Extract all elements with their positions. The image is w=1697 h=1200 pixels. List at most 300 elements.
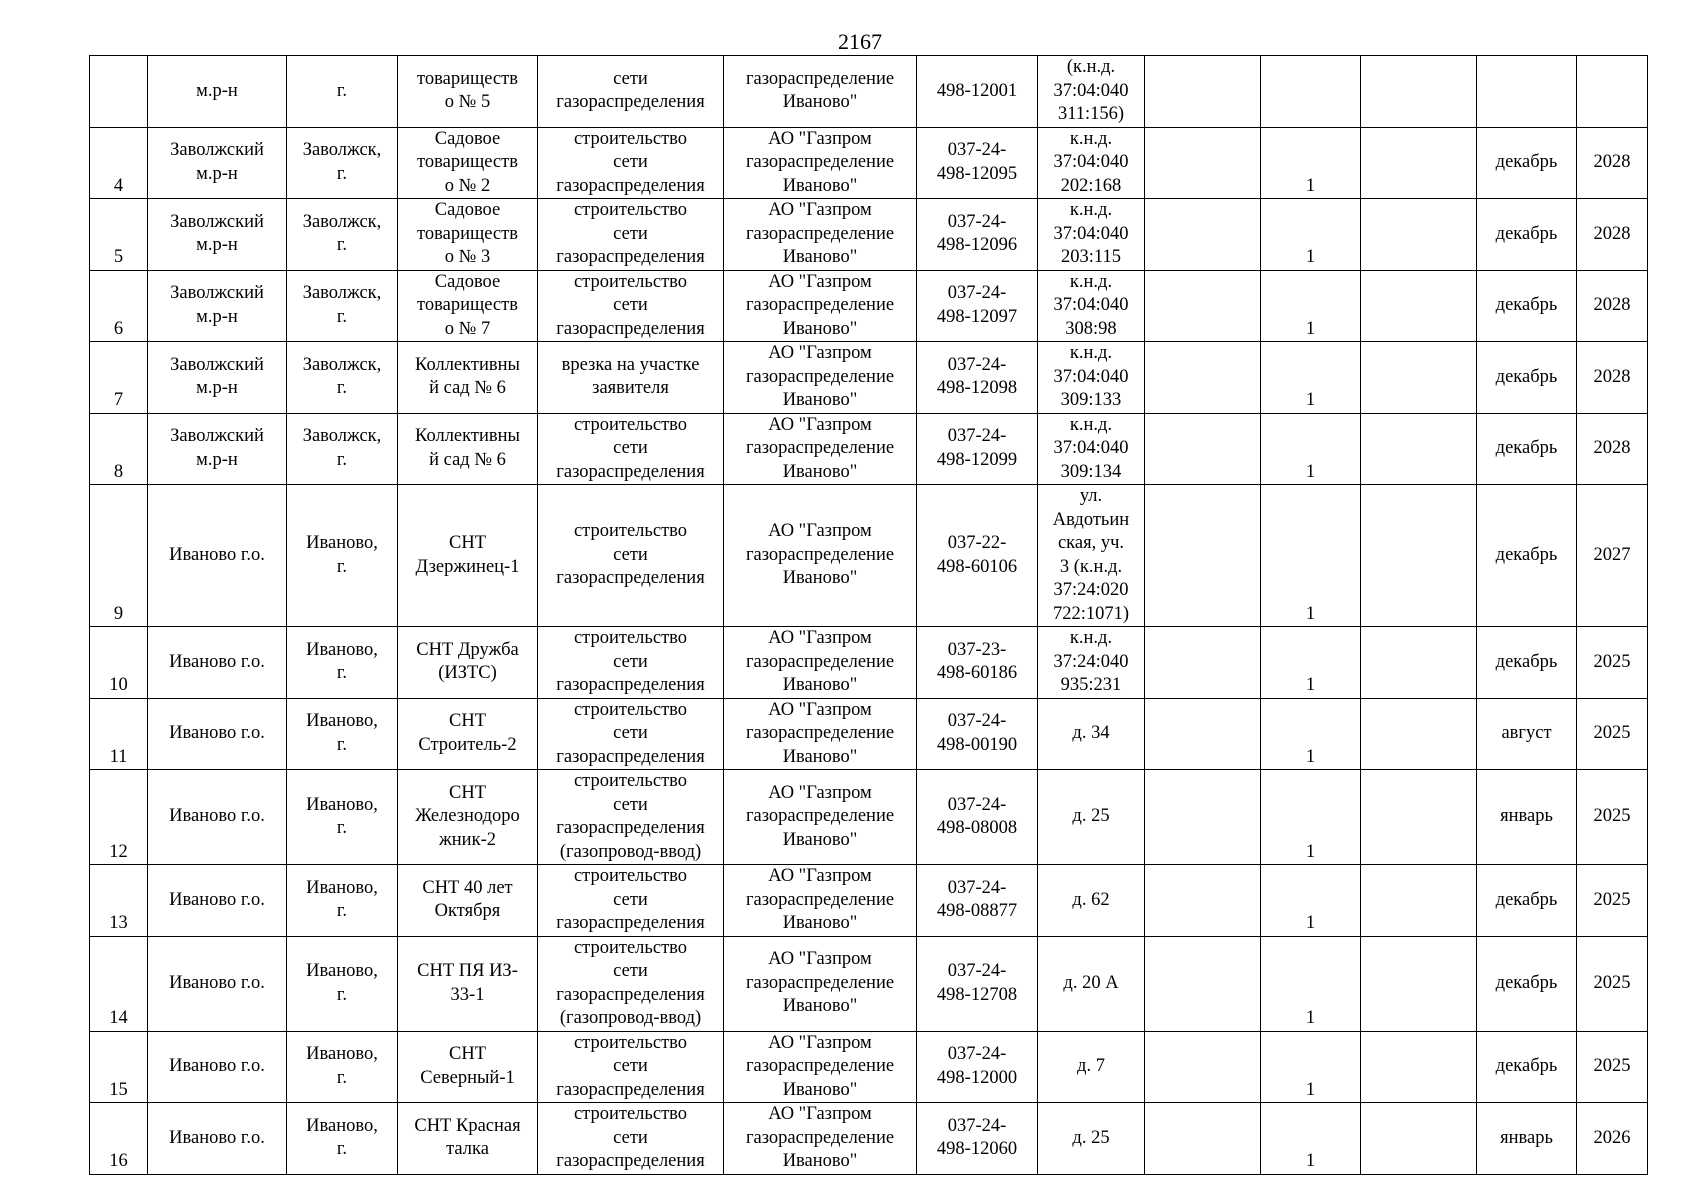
quantity-cell <box>1261 199 1361 271</box>
gasification-table <box>89 55 1648 1175</box>
quantity-cell <box>1261 1103 1361 1175</box>
address-cell <box>1038 865 1145 937</box>
city-cell-text: Иваново, г. <box>306 1115 378 1160</box>
organization-cell-text: АО "Газпром газораспределение Иваново" <box>745 521 895 589</box>
month-cell <box>1477 865 1577 937</box>
city-cell-text: Заволжск, г. <box>302 283 382 327</box>
year-cell <box>1577 936 1648 1031</box>
work-type-cell <box>538 485 724 627</box>
empty-cell <box>1361 627 1477 699</box>
district-cell-text: Иваново г.о. <box>169 723 265 743</box>
year-cell <box>1577 56 1648 128</box>
city-cell <box>287 342 398 414</box>
month-cell-text: декабрь <box>1495 223 1558 244</box>
address-cell <box>1038 270 1145 342</box>
city-cell-text: Иваново, г. <box>306 639 378 684</box>
work-type-cell-text: строительство сети газораспределения (газопровод-ввод) <box>556 937 705 1028</box>
object-name-cell-text: Садовое товариществ о № 7 <box>417 271 518 339</box>
city-cell-text: Заволжск, г. <box>302 354 382 399</box>
year-cell-text: 2028 <box>1593 223 1631 244</box>
empty-cell <box>1145 485 1261 627</box>
address-cell-text: к.н.д. 37:04:040 308:98 <box>1053 271 1129 339</box>
district-cell <box>148 342 287 414</box>
city-cell-text: Иваново, г. <box>306 711 378 755</box>
empty-cell <box>1145 770 1261 865</box>
address-cell-text: д. 7 <box>1077 1056 1105 1076</box>
year-cell <box>1577 698 1648 770</box>
application-code-cell-text: 037-24- 498-12099 <box>936 426 1018 470</box>
empty-cell <box>1361 698 1477 770</box>
organization-cell-text: АО "Газпром газораспределение Иваново" <box>745 1032 895 1100</box>
city-cell <box>287 1031 398 1103</box>
empty-cell <box>1145 1103 1261 1175</box>
year-cell-text: 2025 <box>1593 806 1631 827</box>
application-code-cell-text: 037-24- 498-12098 <box>936 354 1018 399</box>
application-code-cell <box>917 1031 1038 1103</box>
row-number-text: 5 <box>113 247 124 267</box>
table-row <box>90 127 1648 199</box>
organization-cell <box>724 770 917 865</box>
application-code-cell-text: 037-24- 498-12097 <box>936 283 1018 327</box>
quantity-cell-text: 1 <box>1305 603 1316 624</box>
table-row <box>90 485 1648 627</box>
address-cell <box>1038 770 1145 865</box>
application-code-cell <box>917 413 1038 485</box>
organization-cell-text: АО "Газпром газораспределение Иваново" <box>745 699 895 767</box>
object-name-cell <box>398 936 538 1031</box>
year-cell <box>1577 127 1648 199</box>
year-cell-text: 2025 <box>1593 972 1631 993</box>
city-cell <box>287 865 398 937</box>
object-name-cell-text: Садовое товариществ о № 3 <box>417 200 518 267</box>
empty-cell <box>1145 270 1261 342</box>
table-row <box>90 1103 1648 1175</box>
quantity-cell <box>1261 698 1361 770</box>
year-cell-text: 2028 <box>1593 438 1631 458</box>
work-type-cell <box>538 56 724 128</box>
table-row <box>90 936 1648 1031</box>
empty-cell <box>1145 1031 1261 1103</box>
month-cell-text: январь <box>1500 1127 1553 1148</box>
empty-cell <box>1145 127 1261 199</box>
application-code-cell <box>917 485 1038 627</box>
organization-cell-text: АО "Газпром газораспределение Иваново" <box>745 343 895 410</box>
work-type-cell <box>538 199 724 271</box>
application-code-cell-text: 037-24- 498-12708 <box>936 961 1018 1005</box>
row-number <box>90 342 148 414</box>
year-cell <box>1577 199 1648 271</box>
district-cell <box>148 936 287 1031</box>
row-number-text: 7 <box>113 390 124 410</box>
row-number-text: 16 <box>109 1151 128 1171</box>
district-cell <box>148 56 287 128</box>
application-code-cell-text: 037-24- 498-12060 <box>936 1115 1018 1160</box>
district-cell-text: Иваново г.о. <box>169 1127 265 1148</box>
district-cell-text: Иваново г.о. <box>169 1056 265 1076</box>
work-type-cell <box>538 127 724 199</box>
city-cell-text: Заволжск, г. <box>302 140 382 184</box>
district-cell-text: Иваново г.о. <box>169 972 265 993</box>
address-cell <box>1038 936 1145 1031</box>
work-type-cell <box>538 1031 724 1103</box>
district-cell <box>148 865 287 937</box>
row-number-text: 4 <box>113 175 124 196</box>
object-name-cell <box>398 485 538 627</box>
empty-cell <box>1361 56 1477 128</box>
district-cell-text: Иваново г.о. <box>169 544 265 565</box>
address-cell-text: к.н.д. 37:04:040 309:134 <box>1053 414 1129 482</box>
district-cell-text: Заволжский м.р-н <box>170 283 264 327</box>
row-number <box>90 698 148 770</box>
district-cell <box>148 698 287 770</box>
quantity-cell <box>1261 485 1361 627</box>
district-cell <box>148 1031 287 1103</box>
application-code-cell-text: 037-23- 498-60186 <box>936 639 1018 684</box>
work-type-cell-text: строительство сети газораспределения <box>556 1032 705 1100</box>
application-code-cell-text: 037-24- 498-12096 <box>936 211 1018 256</box>
address-cell <box>1038 199 1145 271</box>
organization-cell-text: АО "Газпром газораспределение Иваново" <box>745 628 895 695</box>
city-cell <box>287 627 398 699</box>
quantity-cell <box>1261 1031 1361 1103</box>
year-cell-text: 2028 <box>1593 366 1631 387</box>
work-type-cell <box>538 698 724 770</box>
year-cell <box>1577 1103 1648 1175</box>
district-cell-text: Иваново г.о. <box>169 651 265 672</box>
quantity-cell <box>1261 56 1361 128</box>
empty-cell <box>1145 56 1261 128</box>
object-name-cell-text: СНТ Северный-1 <box>420 1044 515 1088</box>
address-cell-text: к.н.д. 37:04:040 309:133 <box>1053 343 1129 410</box>
address-cell-text: к.н.д. 37:04:040 202:168 <box>1053 128 1129 196</box>
address-cell <box>1038 413 1145 485</box>
empty-cell <box>1361 199 1477 271</box>
work-type-cell <box>538 342 724 414</box>
month-cell-text: декабрь <box>1495 295 1558 315</box>
work-type-cell-text: строительство сети газораспределения <box>556 414 705 482</box>
address-cell <box>1038 485 1145 627</box>
empty-cell <box>1361 936 1477 1031</box>
application-code-cell <box>917 342 1038 414</box>
table-row <box>90 865 1648 937</box>
organization-cell <box>724 865 917 937</box>
row-number <box>90 627 148 699</box>
month-cell-text: декабрь <box>1495 438 1558 458</box>
quantity-cell <box>1261 936 1361 1031</box>
row-number-text: 12 <box>109 841 128 862</box>
row-number-text: 15 <box>109 1079 128 1100</box>
object-name-cell <box>398 270 538 342</box>
application-code-cell <box>917 770 1038 865</box>
month-cell-text: декабрь <box>1495 544 1558 565</box>
month-cell-text: январь <box>1500 806 1553 827</box>
row-number <box>90 413 148 485</box>
work-type-cell-text: врезка на участке заявителя <box>561 354 700 399</box>
application-code-cell <box>917 270 1038 342</box>
application-code-cell <box>917 199 1038 271</box>
object-name-cell-text: Коллективны й сад № 6 <box>415 354 520 399</box>
district-cell <box>148 127 287 199</box>
organization-cell <box>724 627 917 699</box>
month-cell-text: декабрь <box>1495 152 1558 172</box>
city-cell-text: Иваново, г. <box>306 1044 378 1088</box>
object-name-cell-text: Садовое товариществ о № 2 <box>417 128 518 196</box>
quantity-cell-text: 1 <box>1305 675 1316 695</box>
object-name-cell-text: СНТ Красная талка <box>414 1115 521 1160</box>
organization-cell <box>724 342 917 414</box>
month-cell-text: декабрь <box>1495 366 1558 387</box>
quantity-cell-text: 1 <box>1305 913 1316 933</box>
city-cell-text: Иваново, г. <box>306 961 378 1005</box>
row-number <box>90 56 148 128</box>
row-number-text: 10 <box>109 675 128 695</box>
object-name-cell-text: Коллективны й сад № 6 <box>415 426 520 470</box>
table-row <box>90 698 1648 770</box>
empty-cell <box>1145 865 1261 937</box>
district-cell <box>148 199 287 271</box>
row-number-text: 11 <box>109 746 128 767</box>
object-name-cell-text: СНТ Железнодоро жник-2 <box>415 782 520 850</box>
quantity-cell-text: 1 <box>1305 1151 1316 1171</box>
object-name-cell-text: СНТ Строитель-2 <box>418 711 517 755</box>
year-cell <box>1577 270 1648 342</box>
object-name-cell <box>398 56 538 128</box>
year-cell <box>1577 342 1648 414</box>
row-number <box>90 485 148 627</box>
empty-cell <box>1145 342 1261 414</box>
object-name-cell <box>398 199 538 271</box>
table-row <box>90 627 1648 699</box>
district-cell <box>148 770 287 865</box>
object-name-cell <box>398 865 538 937</box>
table-row <box>90 199 1648 271</box>
row-number <box>90 270 148 342</box>
address-cell-text: д. 34 <box>1072 723 1110 743</box>
month-cell <box>1477 342 1577 414</box>
work-type-cell <box>538 627 724 699</box>
empty-cell <box>1361 865 1477 937</box>
row-number-text: 8 <box>113 461 124 482</box>
year-cell-text: 2025 <box>1593 651 1631 672</box>
organization-cell-text: АО "Газпром газораспределение Иваново" <box>745 128 895 196</box>
city-cell <box>287 127 398 199</box>
address-cell-text: д. 20 А <box>1063 972 1119 993</box>
city-cell <box>287 485 398 627</box>
object-name-cell <box>398 342 538 414</box>
address-cell <box>1038 56 1145 128</box>
year-cell <box>1577 485 1648 627</box>
row-number <box>90 865 148 937</box>
organization-cell <box>724 1103 917 1175</box>
year-cell-text: 2025 <box>1593 723 1631 743</box>
city-cell <box>287 1103 398 1175</box>
month-cell <box>1477 936 1577 1031</box>
object-name-cell-text: товариществ о № 5 <box>417 68 518 113</box>
application-code-cell-text: 037-22- 498-60106 <box>936 533 1018 577</box>
quantity-cell-text: 1 <box>1305 461 1316 482</box>
address-cell <box>1038 1031 1145 1103</box>
organization-cell <box>724 413 917 485</box>
district-cell <box>148 485 287 627</box>
month-cell <box>1477 1103 1577 1175</box>
year-cell-text: 2028 <box>1593 295 1631 315</box>
work-type-cell <box>538 413 724 485</box>
quantity-cell <box>1261 627 1361 699</box>
address-cell <box>1038 627 1145 699</box>
organization-cell <box>724 56 917 128</box>
district-cell-text: Заволжский м.р-н <box>170 140 264 184</box>
district-cell <box>148 413 287 485</box>
work-type-cell <box>538 270 724 342</box>
table-body <box>90 56 1648 1175</box>
quantity-cell-text: 1 <box>1305 746 1316 767</box>
organization-cell-text: АО "Газпром газораспределение Иваново" <box>745 866 895 933</box>
address-cell-text: д. 25 <box>1072 806 1110 827</box>
work-type-cell-text: строительство сети газораспределения <box>556 628 705 695</box>
month-cell <box>1477 1031 1577 1103</box>
address-cell <box>1038 698 1145 770</box>
quantity-cell-text: 1 <box>1305 247 1316 267</box>
application-code-cell-text: 037-24- 498-12095 <box>936 140 1018 184</box>
organization-cell <box>724 199 917 271</box>
work-type-cell <box>538 770 724 865</box>
district-cell-text: Заволжский м.р-н <box>170 426 264 470</box>
year-cell <box>1577 627 1648 699</box>
application-code-cell-text: 037-24- 498-08877 <box>936 877 1018 922</box>
object-name-cell <box>398 127 538 199</box>
empty-cell <box>1145 627 1261 699</box>
row-number-text: 9 <box>113 603 124 624</box>
month-cell <box>1477 199 1577 271</box>
quantity-cell <box>1261 270 1361 342</box>
object-name-cell <box>398 1103 538 1175</box>
table-row <box>90 413 1648 485</box>
work-type-cell-text: строительство сети газораспределения <box>556 200 705 267</box>
application-code-cell <box>917 627 1038 699</box>
quantity-cell <box>1261 865 1361 937</box>
quantity-cell <box>1261 127 1361 199</box>
object-name-cell-text: СНТ 40 лет Октября <box>422 877 513 922</box>
row-number-text: 14 <box>109 1008 128 1028</box>
year-cell-text: 2026 <box>1593 1127 1631 1148</box>
work-type-cell-text: строительство сети газораспределения <box>556 866 705 933</box>
month-cell <box>1477 413 1577 485</box>
quantity-cell-text: 1 <box>1305 318 1316 339</box>
address-cell-text: (к.н.д. 37:04:040 311:156) <box>1053 57 1129 124</box>
row-number <box>90 127 148 199</box>
organization-cell <box>724 1031 917 1103</box>
work-type-cell-text: строительство сети газораспределения <box>556 1104 705 1171</box>
city-cell <box>287 770 398 865</box>
city-cell <box>287 56 398 128</box>
row-number-text: 13 <box>109 913 128 933</box>
work-type-cell-text: строительство сети газораспределения <box>556 521 705 589</box>
work-type-cell <box>538 936 724 1031</box>
table-row <box>90 342 1648 414</box>
year-cell-text: 2025 <box>1593 889 1631 910</box>
row-number <box>90 199 148 271</box>
object-name-cell <box>398 698 538 770</box>
empty-cell <box>1361 270 1477 342</box>
year-cell <box>1577 770 1648 865</box>
month-cell <box>1477 627 1577 699</box>
organization-cell-text: АО "Газпром газораспределение Иваново" <box>745 782 895 850</box>
year-cell-text: 2028 <box>1593 152 1631 172</box>
month-cell-text: декабрь <box>1495 1056 1558 1076</box>
work-type-cell <box>538 1103 724 1175</box>
empty-cell <box>1361 1031 1477 1103</box>
quantity-cell-text: 1 <box>1305 390 1316 410</box>
city-cell-text: г. <box>336 80 348 101</box>
empty-cell <box>1361 127 1477 199</box>
object-name-cell <box>398 413 538 485</box>
empty-cell <box>1145 698 1261 770</box>
object-name-cell <box>398 770 538 865</box>
district-cell <box>148 270 287 342</box>
empty-cell <box>1361 770 1477 865</box>
city-cell-text: Иваново, г. <box>306 877 378 922</box>
city-cell <box>287 936 398 1031</box>
district-cell-text: Заволжский м.р-н <box>170 211 264 256</box>
work-type-cell-text: строительство сети газораспределения <box>556 128 705 196</box>
year-cell <box>1577 865 1648 937</box>
quantity-cell-text: 1 <box>1305 1079 1316 1100</box>
empty-cell <box>1361 1103 1477 1175</box>
district-cell-text: Иваново г.о. <box>169 889 265 910</box>
city-cell <box>287 270 398 342</box>
address-cell-text: д. 25 <box>1072 1127 1110 1148</box>
application-code-cell <box>917 56 1038 128</box>
city-cell <box>287 199 398 271</box>
district-cell-text: м.р-н <box>196 80 238 101</box>
organization-cell <box>724 127 917 199</box>
row-number <box>90 1103 148 1175</box>
quantity-cell <box>1261 413 1361 485</box>
month-cell <box>1477 770 1577 865</box>
year-cell <box>1577 1031 1648 1103</box>
organization-cell <box>724 936 917 1031</box>
application-code-cell <box>917 127 1038 199</box>
year-cell <box>1577 413 1648 485</box>
organization-cell-text: АО "Газпром газораспределение Иваново" <box>745 1104 895 1171</box>
organization-cell-text: АО "Газпром газораспределение Иваново" <box>745 949 895 1017</box>
quantity-cell <box>1261 770 1361 865</box>
object-name-cell <box>398 1031 538 1103</box>
organization-cell <box>724 270 917 342</box>
table-row <box>90 770 1648 865</box>
organization-cell-text: газораспределение Иваново" <box>745 68 895 113</box>
month-cell <box>1477 270 1577 342</box>
quantity-cell-text: 1 <box>1305 175 1316 196</box>
organization-cell-text: АО "Газпром газораспределение Иваново" <box>745 271 895 339</box>
object-name-cell-text: СНТ Дзержинец-1 <box>415 533 520 577</box>
application-code-cell <box>917 1103 1038 1175</box>
empty-cell <box>1145 936 1261 1031</box>
empty-cell <box>1361 413 1477 485</box>
row-number <box>90 770 148 865</box>
empty-cell <box>1145 413 1261 485</box>
application-code-cell <box>917 698 1038 770</box>
district-cell <box>148 627 287 699</box>
empty-cell <box>1361 485 1477 627</box>
address-cell <box>1038 1103 1145 1175</box>
empty-cell <box>1361 342 1477 414</box>
organization-cell <box>724 485 917 627</box>
organization-cell <box>724 698 917 770</box>
month-cell <box>1477 127 1577 199</box>
empty-cell <box>1145 199 1261 271</box>
work-type-cell-text: сети газораспределения <box>556 68 705 113</box>
